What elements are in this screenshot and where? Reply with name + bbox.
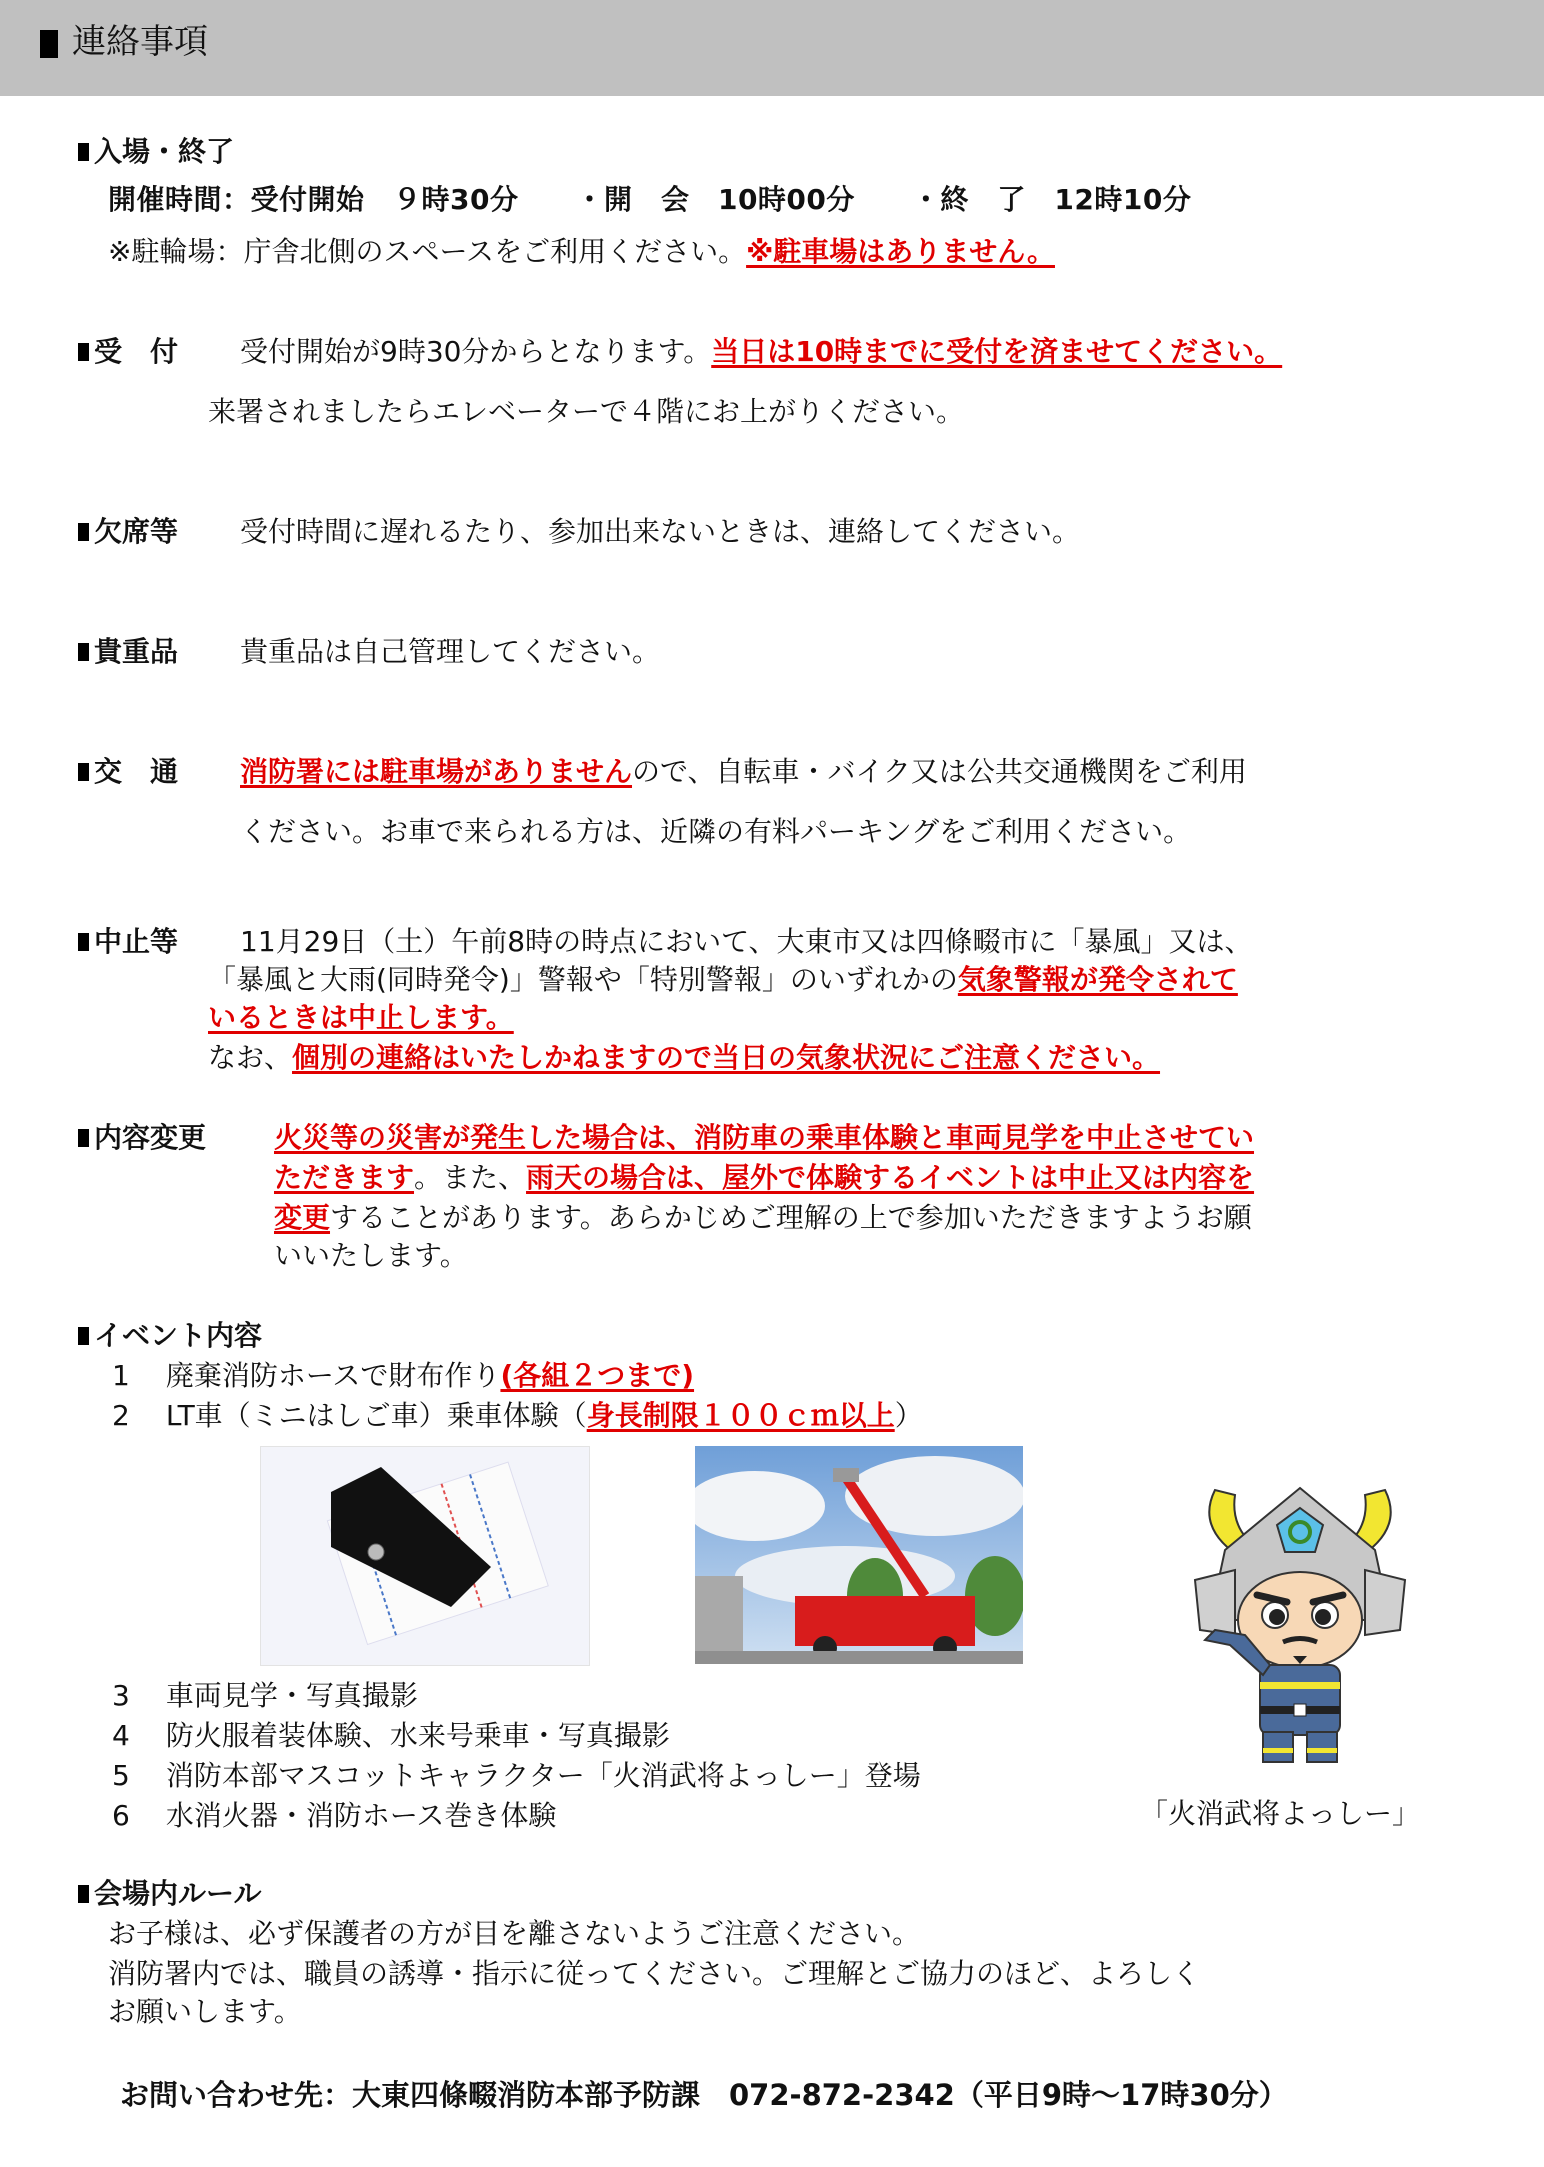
heading-transport: 交 通 <box>78 754 178 790</box>
event-item-5: 5 消防本部マスコットキャラクター「火消武将よっしー」登場 <box>112 1759 921 1792</box>
rules-line1: お子様は、必ず保護者の方が目を離さないようご注意ください。 <box>108 1917 921 1950</box>
rules-line3: お願いします。 <box>108 1995 302 2028</box>
change-line4: いいたします。 <box>274 1239 468 1272</box>
reception-line2: 来署されましたらエレベーターで４階にお上がりください。 <box>208 395 965 428</box>
reception-line1: 受付開始が9時30分からとなります。当日は10時までに受付を済ませてください。 <box>240 335 1283 368</box>
transport-warning: 消防署には駐車場がありません <box>240 755 633 788</box>
change-warning-2b: 変更 <box>274 1201 331 1234</box>
change-warning-2a: 雨天の場合は、屋外で体験するイベントは中止又は内容を <box>526 1161 1255 1194</box>
cancel-warning-1b: いるときは中止します。 <box>208 1001 514 1034</box>
heading-reception: 受 付 <box>78 334 178 370</box>
mascot-icon <box>1175 1470 1425 1770</box>
square-bullet-icon <box>78 643 89 661</box>
change-warning-1b: ただきます <box>274 1161 415 1194</box>
square-bullet-icon <box>78 1129 89 1147</box>
transport-line2: ください。お車で来られる方は、近隣の有料パーキングをご利用ください。 <box>240 815 1192 848</box>
change-line1 <box>274 1120 1254 1156</box>
event-item-2: 2 LT車（ミニはしご車）乗車体験（身長制限１００ｃｍ以上） <box>112 1399 923 1432</box>
event-hours: 開催時間：受付開始 ９時30分 ・開 会 10時00分 ・終 了 12時10分 <box>108 183 1192 216</box>
wallet-image-icon <box>261 1447 589 1665</box>
square-bullet-icon <box>78 343 89 361</box>
heading-absence: 欠席等 <box>78 514 178 550</box>
heading-events: イベント内容 <box>78 1318 262 1354</box>
parking-line: ※駐輪場：庁舎北側のスペースをご利用ください。※駐車場はありません。 <box>108 235 1055 268</box>
heading-entry: 入場・終了 <box>78 134 234 170</box>
heading-cancel: 中止等 <box>78 924 178 960</box>
square-bullet-icon <box>78 1327 89 1345</box>
cancel-warning-1a: 気象警報が発令されて <box>957 963 1238 996</box>
reception-warning: 当日は10時までに受付を済ませてください。 <box>711 335 1283 368</box>
valuables-text: 貴重品は自己管理してください。 <box>240 635 661 668</box>
cancel-line1: 11月29日（土）午前8時の時点において、大東市又は四條畷市に「暴風」又は、 <box>240 925 1253 958</box>
absence-text: 受付時間に遅れるたり、参加出来ないときは、連絡してください。 <box>240 515 1081 548</box>
mascot-caption: 「火消武将よっしー」 <box>1140 1797 1421 1830</box>
event-item-3: 3 車両見学・写真撮影 <box>112 1679 418 1712</box>
page-title: 連絡事項 <box>72 22 208 62</box>
mascot-yosshi-illustration <box>1175 1470 1425 1770</box>
parking-warning: ※駐車場はありません。 <box>746 235 1055 268</box>
square-bullet-icon <box>40 30 58 58</box>
contact-info: お問い合わせ先：大東四條畷消防本部予防課 072-872-2342（平日9時～17時30分） <box>120 2078 1288 2112</box>
square-bullet-icon <box>78 763 89 781</box>
change-line2: ただきます。また、雨天の場合は、屋外で体験するイベントは中止又は内容を <box>274 1161 1255 1194</box>
transport-line1: 消防署には駐車場がありませんので、自転車・バイク又は公共交通機関をご利用 <box>240 755 1247 788</box>
change-line3: 変更することがあります。あらかじめご理解の上で参加いただきますようお願 <box>274 1201 1252 1234</box>
square-bullet-icon <box>78 143 89 161</box>
event-item-2-note: 身長制限１００ｃｍ以上 <box>586 1399 895 1432</box>
heading-valuables: 貴重品 <box>78 634 178 670</box>
square-bullet-icon <box>78 933 89 951</box>
event-item-1-note: (各組２つまで) <box>500 1359 695 1392</box>
ladder-truck-photo <box>695 1446 1023 1664</box>
square-bullet-icon <box>78 1885 89 1903</box>
event-item-6: 6 水消火器・消防ホース巻き体験 <box>112 1799 557 1832</box>
rules-line2: 消防署内では、職員の誘導・指示に従ってください。ご理解とご協力のほど、よろしく <box>108 1957 1201 1990</box>
cancel-line4: なお、個別の連絡はいたしかねますので当日の気象状況にご注意ください。 <box>208 1041 1161 1074</box>
heading-rules: 会場内ルール <box>78 1876 261 1912</box>
cancel-line2: 「暴風と大雨(同時発令)」警報や「特別警報」のいずれかの気象警報が発令されて <box>208 963 1238 996</box>
cancel-line3 <box>208 1000 514 1036</box>
fire-truck-image-icon <box>695 1446 1023 1664</box>
hose-wallet-photo <box>260 1446 590 1666</box>
event-item-4: 4 防火服着装体験、水来号乗車・写真撮影 <box>112 1719 670 1752</box>
event-item-1: 1 廃棄消防ホースで財布作り(各組２つまで) <box>112 1359 695 1392</box>
cancel-warning-2: 個別の連絡はいたしかねますので当日の気象状況にご注意ください。 <box>292 1041 1161 1074</box>
square-bullet-icon <box>78 523 89 541</box>
change-warning-1a: 火災等の災害が発生した場合は、消防車の乗車体験と車両見学を中止させてい <box>274 1121 1255 1154</box>
heading-change: 内容変更 <box>78 1120 206 1156</box>
section-header <box>0 0 1544 96</box>
